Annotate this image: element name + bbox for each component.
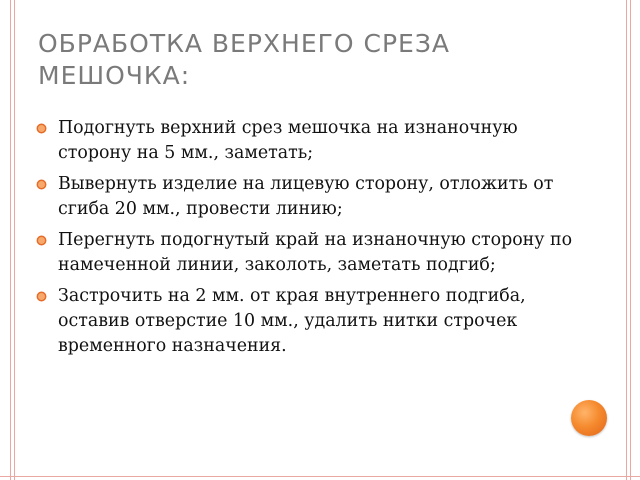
circle-bullet-icon	[36, 291, 47, 302]
list-item	[36, 172, 576, 222]
slide-border-left	[10, 0, 11, 480]
bullet-text: Подогнуть верхний срез мешочка на изнаночную сторону на 5 мм., заметать;	[58, 118, 518, 163]
orange-orb-icon	[571, 400, 607, 436]
circle-bullet-icon	[36, 123, 47, 134]
circle-bullet-icon	[36, 235, 47, 246]
list-item	[36, 116, 576, 166]
bullet-text: Застрочить на 2 мм. от края внутреннего подгиба, оставив отверстие 10 мм., удалить нитки строчек временного назначения.	[58, 286, 526, 356]
list-item	[36, 284, 576, 359]
slide-border-right-inner	[626, 0, 627, 480]
slide-border-right	[630, 0, 631, 480]
bullet-list	[36, 116, 576, 365]
bullet-text: Вывернуть изделие на лицевую сторону, отложить от сгиба 20 мм., провести линию;	[58, 174, 554, 219]
slide-title: ОБРАБОТКА ВЕРХНЕГО СРЕЗА МЕШОЧКА:	[38, 29, 450, 90]
list-item	[36, 228, 576, 278]
circle-bullet-icon	[36, 179, 47, 190]
bullet-text: Перегнуть подогнутый край на изнаночную сторону по намеченной линии, заколоть, заметать подгиб;	[58, 230, 573, 275]
slide-border-bottom	[0, 476, 640, 477]
slide-border-left-inner	[14, 0, 15, 480]
